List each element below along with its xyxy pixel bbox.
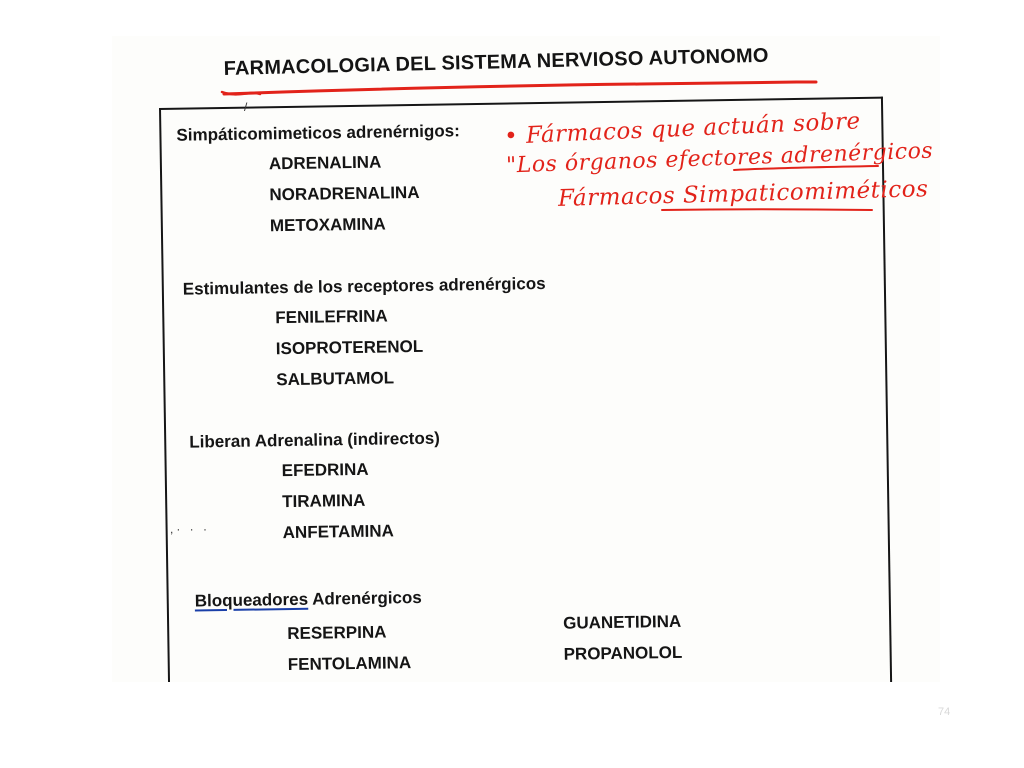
drug-item: SALBUTAMOL [276, 368, 395, 390]
note-underline-simpaticomimeticos [660, 204, 876, 216]
scanned-page [112, 36, 940, 682]
section-bloqueadores [195, 581, 756, 682]
drug-item: FENILEFRINA [275, 306, 388, 328]
heading-underlined-word: Bloqueadores [194, 589, 309, 611]
heading-rest: Adrenérgicos [307, 587, 422, 609]
note-underline-adrenergicos [732, 164, 882, 176]
drug-item: METOXAMINA [269, 214, 386, 236]
section-liberan-adrenalina [189, 427, 441, 550]
section-heading: Simpáticomimeticos adrenérnigos: [176, 121, 460, 145]
scan-speck: / [244, 100, 248, 114]
page-number: 74 [938, 706, 951, 718]
drug-item: ANFETAMINA [282, 521, 394, 543]
scan-speck: ,· · · [170, 522, 210, 536]
drug-item: NORADRENALINA [269, 182, 420, 205]
section-estimulantes [183, 272, 548, 397]
handwritten-note-line-2: "Los órganos efectores adrenérgicos [505, 138, 934, 179]
drug-item: EFEDRINA [281, 459, 369, 481]
handwritten-note-line-1: • Fármacos que actuán sobre [503, 108, 862, 150]
section-heading [195, 581, 755, 614]
drug-item-right: GUANETIDINA [562, 611, 682, 633]
drug-item: FENTOLAMINA [287, 653, 412, 675]
drug-item: TIRAMINA [282, 490, 366, 512]
drug-item-right: PROPANOLOL [563, 642, 683, 664]
page-title: FARMACOLOGIA DEL SISTEMA NERVIOSO AUTONOMO [223, 44, 769, 81]
handwritten-note-line-3: Fármacos Simpaticomiméticos [557, 176, 929, 212]
section-heading: Estimulantes de los receptores adrenérgicos [182, 273, 546, 299]
section-heading: Liberan Adrenalina (indirectos) [189, 428, 441, 452]
drug-item: ISOPROTERENOL [275, 336, 424, 359]
drug-item: ADRENALINA [268, 152, 382, 174]
drug-item: RESERPINA [287, 622, 387, 644]
section-simpaticomimeticos [176, 119, 461, 242]
